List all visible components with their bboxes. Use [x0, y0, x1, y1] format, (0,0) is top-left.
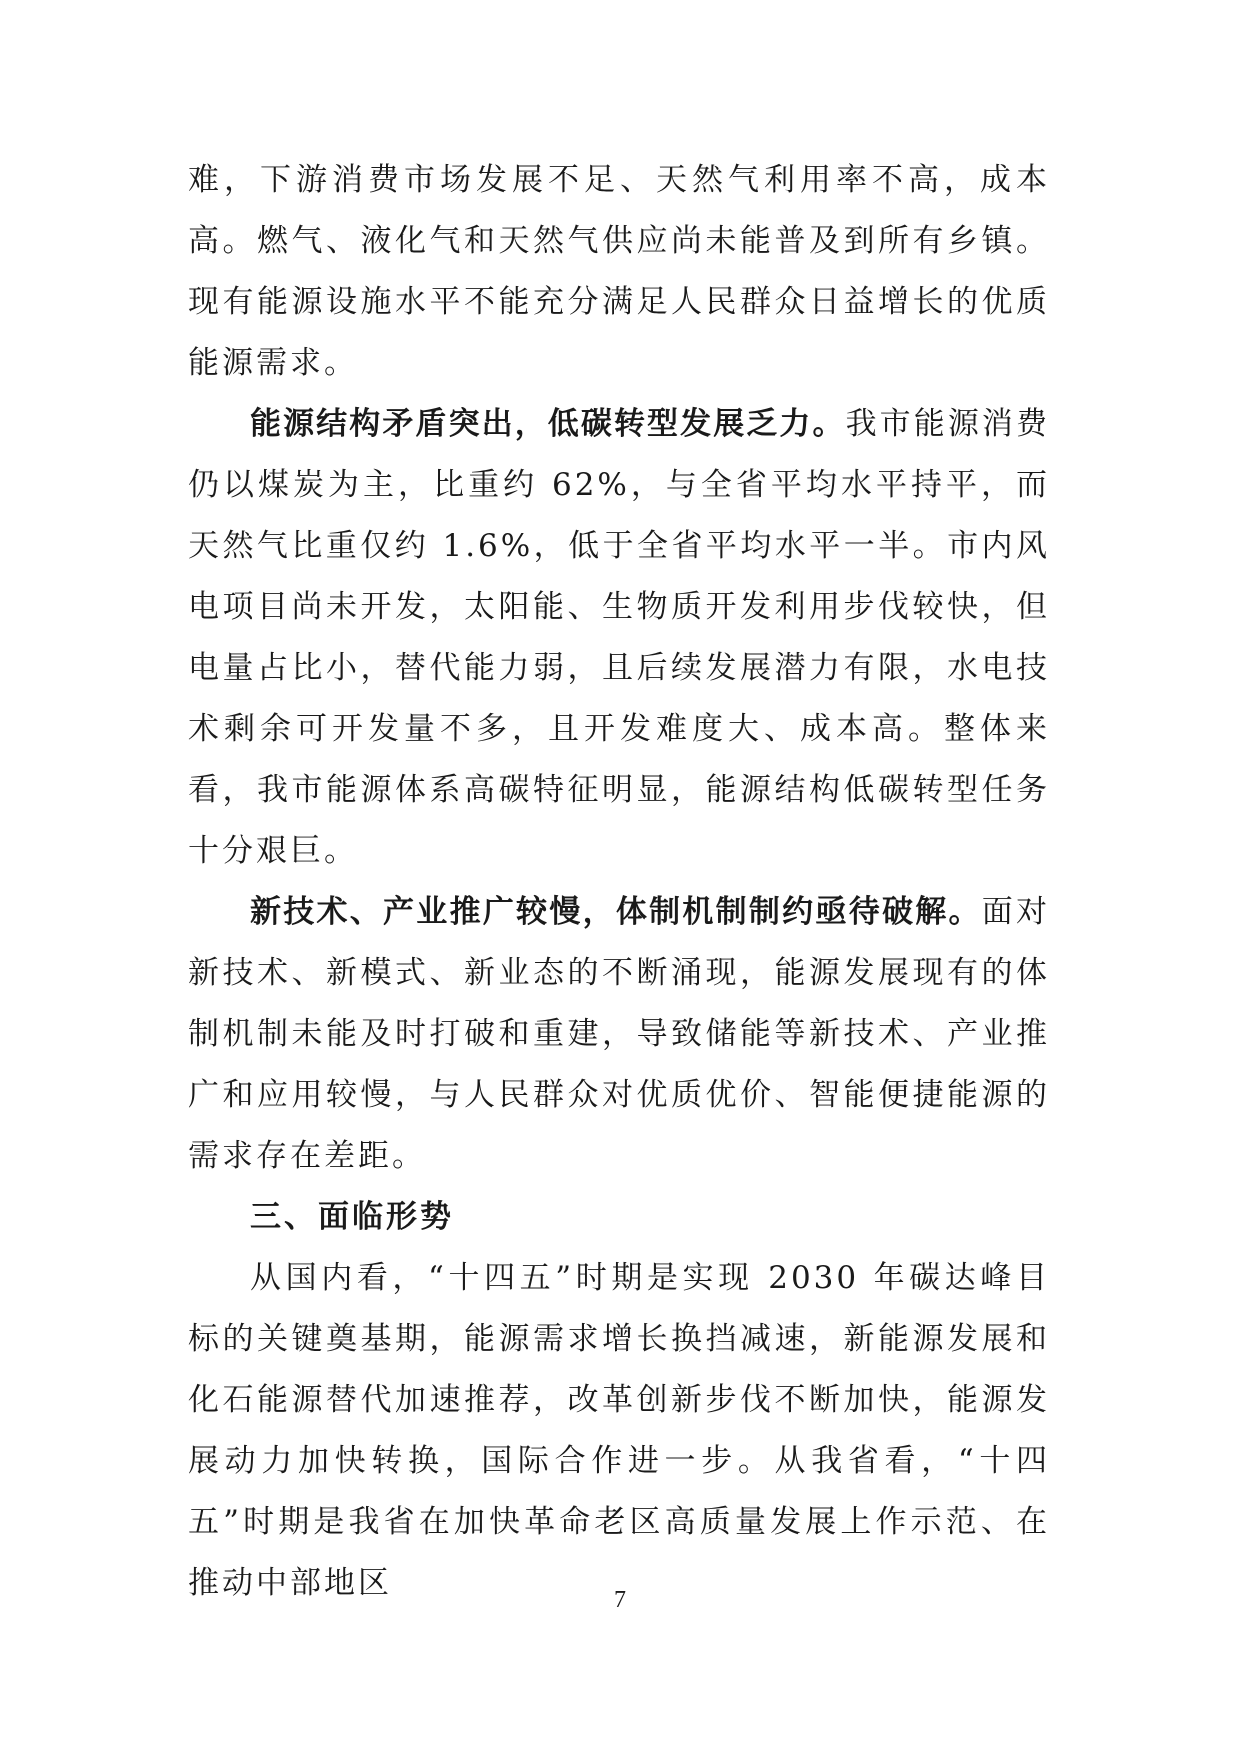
paragraph-new-technology: [188, 882, 1050, 1187]
paragraph-text: 从国内看，“十四五”时期是实现 2030 年碳达峰目标的关键奠基期，能源需求增长换挡减速，新能源发展和化石能源替代加速推荐，改革创新步伐不断加快，能源发展动力加快转换，国际合作进一步。从我省看，“十四五”时期是我省在加快革命老区高质量发展上作示范、在推动中部地区: [188, 1260, 1050, 1601]
paragraph-text: 面对新技术、新模式、新业态的不断涌现，能源发展现有的体制机制未能及时打破和重建，导致储能等新技术、产业推广和应用较慢，与人民群众对优质优价、智能便捷能源的需求存在差距。: [188, 894, 1051, 1174]
paragraph-energy-structure: [188, 394, 1050, 882]
paragraph-text: 我市能源消费仍以煤炭为主，比重约 62%，与全省平均水平持平，而天然气比重仅约 1.6%，低于全省平均水平一半。市内风电项目尚未开发，太阳能、生物质开发利用步伐较快，但电量占比小，替代能力弱，且后续发展潜力有限，水电技术剩余可开发量不多，且开发难度大、成本高。整体来看，我市能源体系高碳特征明显，能源结构低碳转型任务十分艰巨。: [188, 406, 1051, 869]
section-heading: 三、面临形势: [250, 1199, 454, 1235]
paragraph-situation: [188, 1248, 1050, 1614]
paragraph-lead: 能源结构矛盾突出，低碳转型发展乏力。: [250, 406, 846, 442]
page-number: 7: [614, 1587, 626, 1613]
paragraph-continued: [188, 150, 1050, 394]
paragraph-text: 难，下游消费市场发展不足、天然气利用率不高，成本高。燃气、液化气和天然气供应尚未能普及到所有乡镇。现有能源设施水平不能充分满足人民群众日益增长的优质能源需求。: [188, 162, 1050, 381]
document-body: [188, 150, 1050, 1614]
paragraph-lead: 新技术、产业推广较慢，体制机制制约亟待破解。: [250, 894, 982, 930]
